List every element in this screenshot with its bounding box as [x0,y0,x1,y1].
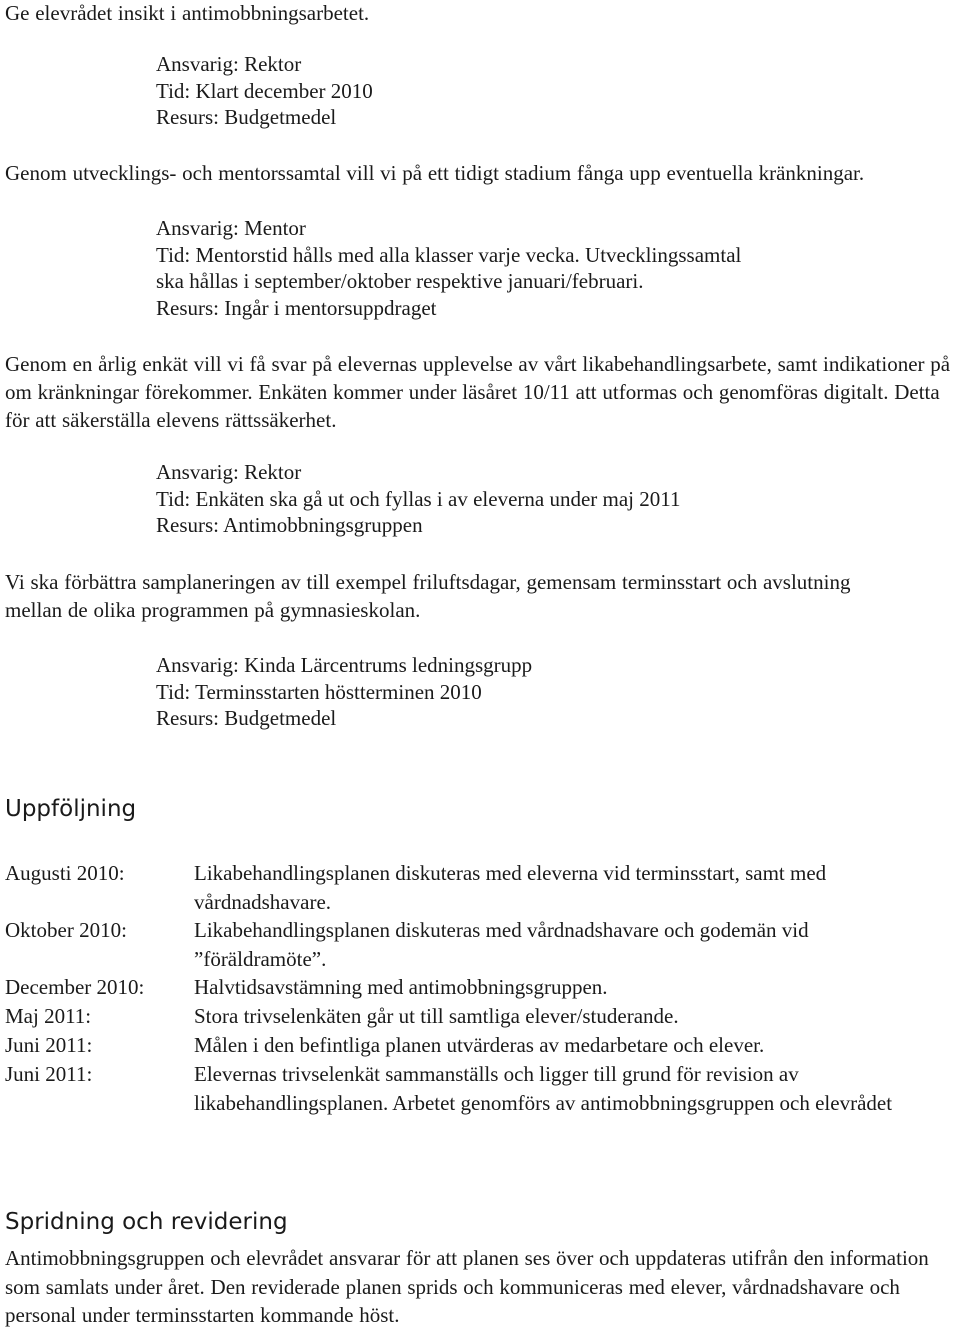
resource-line: Resurs: Antimobbningsgruppen [156,513,423,537]
responsible-line: Ansvarig: Mentor [156,216,306,240]
followup-text: Likabehandlingsplanen diskuteras med vårdnadshavare och godemän vid ”föräldramöte”. [194,918,809,971]
responsible-line: Ansvarig: Kinda Lärcentrums ledningsgrupp [156,653,533,677]
responsible-line: Ansvarig: Rektor [156,460,302,484]
followup-text: Målen i den befintliga planen utvärderas av medarbetare och elever. [194,1033,765,1057]
followup-date: Oktober 2010: [5,918,127,942]
intro-text: Ge elevrådet insikt i antimobbningsarbetet. [5,1,370,25]
followup-text: Halvtidsavstämning med antimobbningsgruppen. [194,975,608,999]
time-line-continued: ska hållas i september/oktober respektive januari/februari. [156,269,644,293]
followup-text: Stora trivselenkäten går ut till samtliga elever/studerande. [194,1004,679,1028]
resource-line: Resurs: Budgetmedel [156,105,337,129]
followup-date: Juni 2011: [5,1033,93,1057]
paragraph-mentor-talks: Genom utvecklings- och mentorssamtal vill vi på ett tidigt stadium fånga upp eventuella kränkningar. [5,161,865,185]
measure-block-4 [156,652,956,732]
section-heading-spread: Spridning och revidering [5,1209,288,1235]
time-line: Tid: Enkäten ska gå ut och fyllas i av eleverna under maj 2011 [156,486,681,511]
time-line: Tid: Terminsstarten höstterminen 2010 [156,679,482,704]
paragraph-survey: Genom en årlig enkät vill vi få svar på elevernas upplevelse av vårt likabehandlingsarbete, samt indikationer på om kränkningar förekommer. Enkäten kommer under läsåret 10/11 att utformas och genomföras digitalt. Detta för att säkerställa elevens rättssäkerhet. [5,352,951,432]
time-line: Tid: Mentorstid hålls med alla klasser varje vecka. Utvecklingssamtal [156,242,742,267]
resource-line: Resurs: Ingår i mentorsuppdraget [156,295,437,320]
followup-date: Augusti 2010: [5,861,125,885]
paragraph-planning: Vi ska förbättra samplaneringen av till exempel friluftsdagar, gemensam terminsstart och avslutning mellan de olika programmen på gymnasieskolan. [5,570,851,622]
followup-date: Juni 2011: [5,1062,93,1086]
responsible-line: Ansvarig: Rektor [156,52,302,76]
followup-date: December 2010: [5,975,145,999]
followup-date: Maj 2011: [5,1004,92,1028]
time-line: Tid: Klart december 2010 [156,78,373,103]
followup-text: Elevernas trivselenkät sammanställs och ligger till grund för revision av likabehandlingsplanen. Arbetet genomförs av antimobbningsgruppen och elevrådet [194,1062,893,1115]
measure-block-3 [156,459,956,539]
followup-text: Likabehandlingsplanen diskuteras med eleverna vid terminsstart, samt med vårdnadshavare. [194,861,827,914]
measure-block-2 [156,215,956,321]
section-heading-followup: Uppföljning [5,796,137,822]
measure-block-1 [156,51,956,131]
paragraph-spread: Antimobbningsgruppen och elevrådet ansvarar för att planen ses över och uppdateras utifrån den information som samlats under året. Den reviderade planen sprids och kommuniceras med elever, vårdnadshavare och personal under terminsstarten kommande höst. [5,1246,929,1327]
resource-line: Resurs: Budgetmedel [156,706,337,730]
